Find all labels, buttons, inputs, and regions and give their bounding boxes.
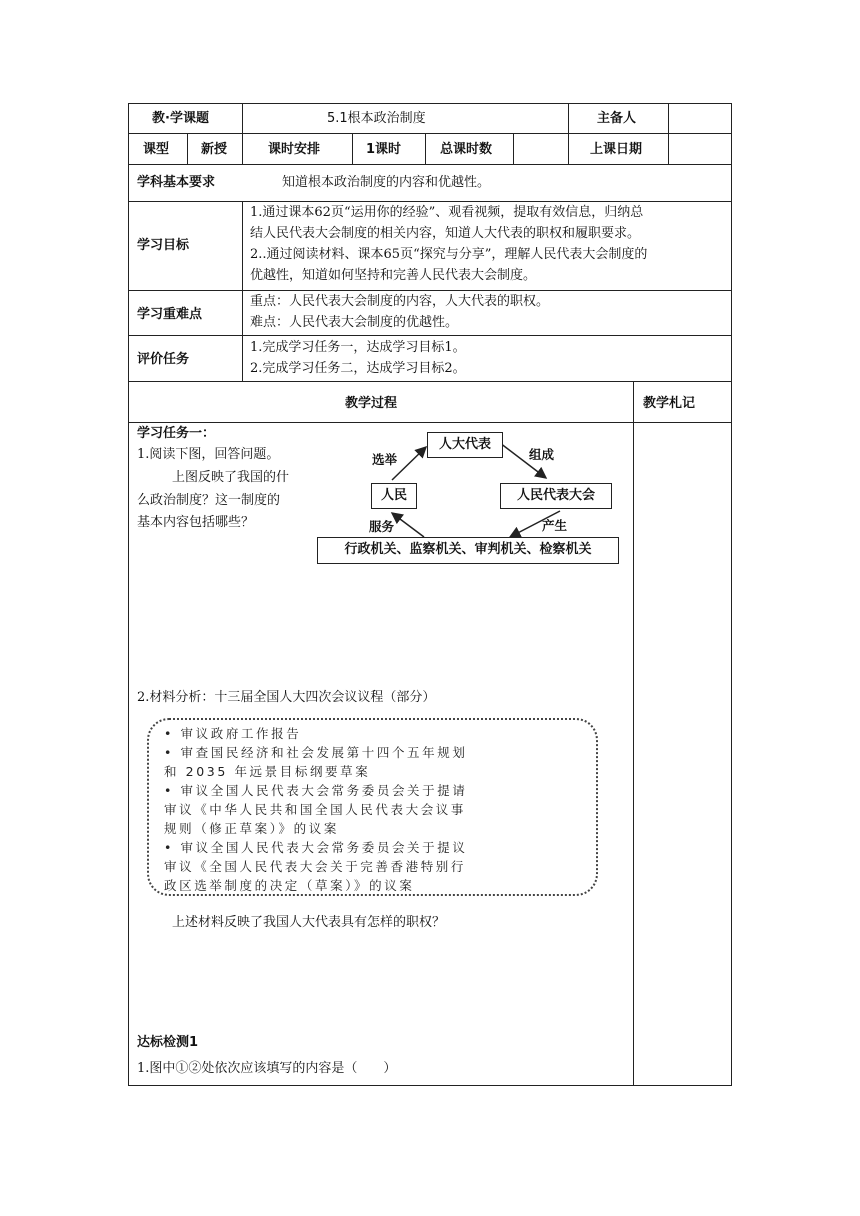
material-item: 审议《中华人民共和国全国人民代表大会议事 — [164, 802, 467, 817]
objective-line: 2..通过阅读材料、课本65页“探究与分享”，理解人民代表大会制度的 — [250, 247, 648, 262]
schedule-label: 课时安排 — [268, 142, 321, 157]
topic-value: 5.1根本政治制度 — [327, 111, 426, 126]
task-title: 学习任务一： — [137, 426, 216, 441]
question-1-line: 么政治制度？这一制度的 — [137, 493, 281, 508]
question-2-prompt: 上述材料反映了我国人大代表具有怎样的职权？ — [172, 915, 446, 930]
objective-line: 优越性，知道如何坚持和完善人民代表大会制度。 — [250, 268, 537, 283]
political-system-diagram — [310, 425, 622, 565]
key-point-focus: 重点：人民代表大会制度的内容，人大代表的职权。 — [250, 294, 550, 309]
topic-label: 教·学课题 — [152, 111, 209, 126]
question-1-line: 基本内容包括哪些？ — [137, 515, 255, 530]
table-row-divider — [128, 290, 732, 291]
table-border-right — [731, 103, 732, 1086]
question-1-title: 1.阅读下图，回答问题。 — [137, 447, 280, 462]
edge-elect: 选举 — [372, 452, 398, 467]
table-row-divider — [128, 422, 732, 423]
table-col-divider — [633, 381, 634, 1086]
table-col-divider — [513, 133, 514, 164]
requirements-label: 学科基本要求 — [137, 175, 216, 190]
question-1-line: 上图反映了我国的什 — [172, 470, 290, 485]
table-col-divider — [352, 133, 353, 164]
key-point-difficulty: 难点：人民代表大会制度的优越性。 — [250, 315, 459, 330]
table-col-divider — [568, 133, 569, 164]
evaluation-task: 1.完成学习任务一，达成学习目标1。 — [250, 340, 466, 355]
table-col-divider — [668, 133, 669, 164]
material-item: • 审议全国人民代表大会常务委员会关于提请 — [164, 783, 468, 798]
node-deputies: 人大代表 — [427, 432, 503, 458]
evaluation-task: 2.完成学习任务二，达成学习目标2。 — [250, 361, 466, 376]
total-label: 总课时数 — [440, 142, 493, 157]
evaluation-label: 评价任务 — [137, 352, 190, 367]
material-item: • 审查国民经济和社会发展第十四个五年规划 — [164, 745, 468, 760]
notes-header: 教学札记 — [643, 396, 696, 411]
table-col-divider — [242, 133, 243, 164]
material-item: 规则（修正草案）》的议案 — [164, 821, 339, 836]
table-row-divider — [128, 164, 732, 165]
table-col-divider — [187, 133, 188, 164]
requirements-text: 知道根本政治制度的内容和优越性。 — [282, 175, 491, 190]
objectives-label: 学习目标 — [137, 238, 190, 253]
node-people: 人民 — [371, 483, 417, 509]
preparer-label: 主备人 — [597, 111, 637, 126]
objective-line: 1.通过课本62页“运用你的经验”、观看视频，提取有效信息，归纳总 — [250, 205, 644, 220]
table-row-divider — [128, 335, 732, 336]
edge-produce: 产生 — [542, 518, 568, 533]
objective-line: 结人民代表大会制度的相关内容，知道人大代表的职权和履职要求。 — [250, 226, 641, 241]
question-2-title: 2.材料分析：十三届全国人大四次会议议程（部分） — [137, 690, 436, 705]
material-item: • 审议政府工作报告 — [164, 726, 302, 741]
material-item: 审议《全国人民代表大会关于完善香港特别行 — [164, 859, 467, 874]
schedule-value: 1课时 — [366, 142, 402, 157]
date-label: 上课日期 — [590, 142, 643, 157]
table-col-divider — [242, 201, 243, 381]
table-border-bottom — [128, 1085, 732, 1086]
process-header: 教学过程 — [345, 396, 398, 411]
key-points-label: 学习重难点 — [137, 307, 203, 322]
edge-compose: 组成 — [529, 447, 555, 462]
type-value: 新授 — [201, 142, 228, 157]
material-item: 和 2035 年远景目标纲要草案 — [164, 764, 371, 779]
table-col-divider — [242, 103, 243, 134]
table-col-divider — [425, 133, 426, 164]
material-item: • 审议全国人民代表大会常务委员会关于提议 — [164, 840, 468, 855]
node-congress: 人民代表大会 — [500, 483, 612, 509]
table-col-divider — [568, 103, 569, 134]
table-border-left — [128, 103, 129, 1086]
check-title: 达标检测1 — [137, 1035, 199, 1050]
table-border-top — [128, 103, 732, 104]
type-label: 课型 — [143, 142, 170, 157]
table-row-divider — [128, 201, 732, 202]
edge-serve: 服务 — [369, 519, 395, 534]
table-col-divider — [668, 103, 669, 134]
node-organs: 行政机关、监察机关、审判机关、检察机关 — [317, 537, 619, 564]
table-row-divider — [128, 381, 732, 382]
table-row-divider — [128, 133, 732, 134]
check-question-1: 1.图中①②处依次应该填写的内容是（ ） — [137, 1061, 397, 1076]
material-item: 政区选举制度的决定（草案）》的议案 — [164, 878, 415, 893]
